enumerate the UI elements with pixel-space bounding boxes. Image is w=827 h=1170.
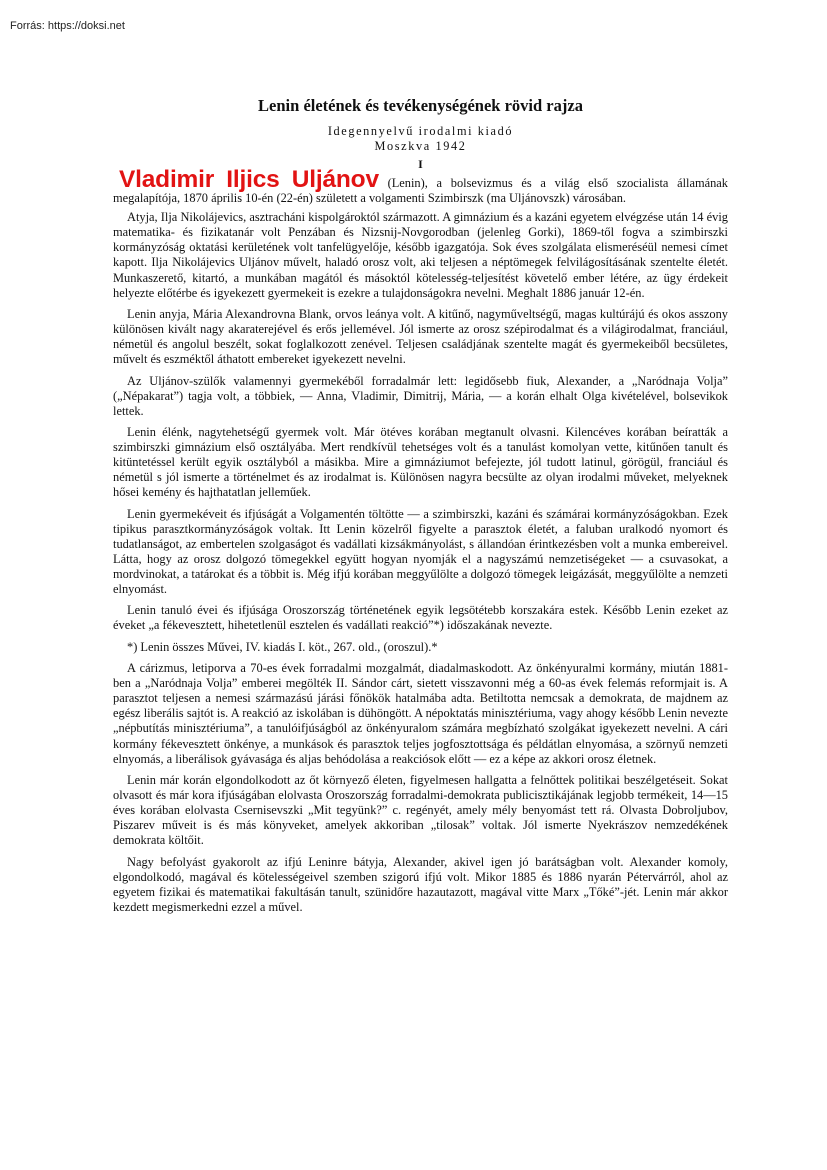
paragraph: Lenin már korán elgondolkodott az őt környező életen, figyelmesen hallgatta a felnőttek politikai beszélgetéseit. Sokat olvasott és már kora ifjúságában elolvasta Oroszország forradalmi-demokrata publicisztikájának legjobb termékeit, 14—15 éves korában elolvasta Csernisevszki „Mit tegyünk?” c. regényét, amely mély benyomást tett rá. Olvasta Dobroljubov, Piszarev műveit is és más könyveket, amelyek akkoriban „tilosak” voltak. Jól ismerte Nyekrászov nemzedékének demokrata költőit. [113, 772, 728, 848]
paragraph: Lenin gyermekéveit és ifjúságát a Volgamentén töltötte — a szimbirszki, kazáni és számárai kormányzóságokban. Ezek tipikus parasztkormányzóságok voltak. Itt Lenin közelről figyelte a parasztok életét, a faluban uralkodó nyomort és tudatlanságot, az embertelen szolgaságot és vadállati kizsákmányolást, s állandóan érintkezésben volt a munka embereivel. Látta, hogy az orosz dolgozó tömegekkel együtt hogyan nyomják el a nagyszámú nemzetiségeket — a csuvasokat, a mordvinokat, a tatárokat és a többit is. Még ifjú korában meggyűlölte a dolgozó tömegek leigázását, meggyűlölte a nemzeti elnyomást. [113, 506, 728, 597]
document-page [113, 96, 728, 921]
paragraph: Lenin anyja, Mária Alexandrovna Blank, orvos leánya volt. A kitűnő, nagyműveltségű, magas kultúrájú és okos asszony különösen kivált nagy akaraterejével és erős jellemével. Jól ismerte az orosz szépirodalmat és a világirodalmat, franciául, németül és angolul beszélt, sokat foglalkozott zenével. Teljesen családjának szentelte magát és gyermekeiből becsületes, művelt és eszméktől áthatott embereket igyekezett nevelni. [113, 306, 728, 367]
source-label: Forrás: https://doksi.net [10, 20, 125, 32]
document-title: Lenin életének és tevékenységének rövid rajza [258, 96, 583, 115]
paragraph: Nagy befolyást gyakorolt az ifjú Leninre bátyja, Alexander, akivel igen jó barátságban volt. Alexander komoly, elgondolkodó, magával és kötelességeivel szemben szigorú ifjú volt. Mikor 1885 és 1886 nyarán Pétervárról, ahol az egyetem fizikai és matematikai fakultásán tanult, szünidőre hazautazott, magával vitte Marx „Tőké”-jét. Lenin már akkor kezdett megismerkedni ezzel a művel. [113, 854, 728, 914]
section-number: I [418, 157, 423, 171]
lead-text: (Lenin), a bolsevizmus és a világ első szocialista államának megalapítója, 1870 április 10-én (22-én) született a volgamenti Szimbirszk (ma Uljánovszk) városában. [113, 176, 728, 206]
footnote: *) Lenin összes Művei, IV. kiadás I. köt., 267. old., (oroszul).* [127, 639, 438, 654]
paragraph: Atyja, Ilja Nikolájevics, asztracháni kispolgároktól származott. A gimnázium és a kazáni egyetem elvégzése után 14 évig matematika- és fizikatanár volt Penzában és Nizsnij-Novgorodban (jelenleg Gorki), 1869-től fogva a szimbirszki kormányzóság oktatási kerületének volt tanfelügyelője, később igazgatója. Sok éves szolgálata elismeréséül nemesi címet kapott. Ilja Nikolájevics Uljánov művelt, haladó orosz volt, aki teljesen a néptömegek felvilágosításának szentelte életét. Munkaszerető, kitartó, a munkában magától és másoktól kötelesség-teljesítést követelő ember létére, az ügy érdekeit helyezte előtérbe és igyekezett gyermekeit is ezekre a tulajdonságokra nevelni. Meghalt 1886 január 12-én. [113, 210, 728, 300]
lead-paragraph [113, 166, 728, 206]
paragraph: A cárizmus, letiporva a 70-es évek forradalmi mozgalmát, diadalmaskodott. Az önkényuralmi kormány, miután 1881-ben a „Naródnaja Volja” emberei megölték II. Sándor cárt, sietett visszavonni még a 60-as évek felemás reformjait is. A parasztot teljesen a nemesi származású járási főnökök hatalmába adta. Betiltotta nemcsak a demokrata, de majdnem az egész liberális sajtót is. A reakció az iskolában is dühöngött. A népoktatás minisztériuma, vagy ahogy később Lenin nevezte „népbutítás minisztériuma”, a tanulóifjúságból az önkényuralom számára megbízható szolgákat igyekezett nevelni. A cári kormány fékevesztett önkénye, a munkások és parasztok teljes jogfosztottsága és példátlan elnyomása, a szörnyű nemzeti elnyomás, a liberálisok gyávasága és aljas behódolása a reakciósok előtt — ez a képe az akkori orosz életnek. [113, 661, 728, 766]
paragraph: Lenin élénk, nagytehetségű gyermek volt. Már ötéves korában megtanult olvasni. Kilencéves korában beíratták a szimbirszki gimnázium első osztályába. Mert rendkívül tehetséges volt és a tanulást komolyan vette, kitűnően tanult és kitüntetéssel került egyik osztályból a másikba. Mire a gimnáziumot befejezte, jól tudott latinul, görögül, franciául és németül s jól ismerte a történelmet és az irodalmat is. Különösen nagyra becsülte az olyan irodalmi műveket, melyeknek hősei kemény és hajthatatlan jelleműek. [113, 424, 728, 500]
paragraph: Lenin tanuló évei és ifjúsága Oroszország történetének egyik legsötétebb korszakára estek. Később Lenin ezeket az éveket „a fékevesztett, hihetetlenül esztelen és vadállati reakció”*) időszakának nevezte. [113, 603, 728, 633]
place-year: Moszkva 1942 [374, 139, 467, 153]
publisher: Idegennyelvű irodalmi kiadó [327, 124, 514, 138]
paragraph: Az Uljánov-szülők valamennyi gyermekéből forradalmár lett: legidősebb fiuk, Alexander, a „Naródnaja Volja” („Népakarat”) tagja volt, a többiek, — Anna, Vladimir, Dimitrij, Mária, — a korán elhalt Olga kivételével, bolsevikok lettek. [113, 373, 728, 418]
lead-name: Vladimir Iljics Uljánov [119, 166, 379, 193]
